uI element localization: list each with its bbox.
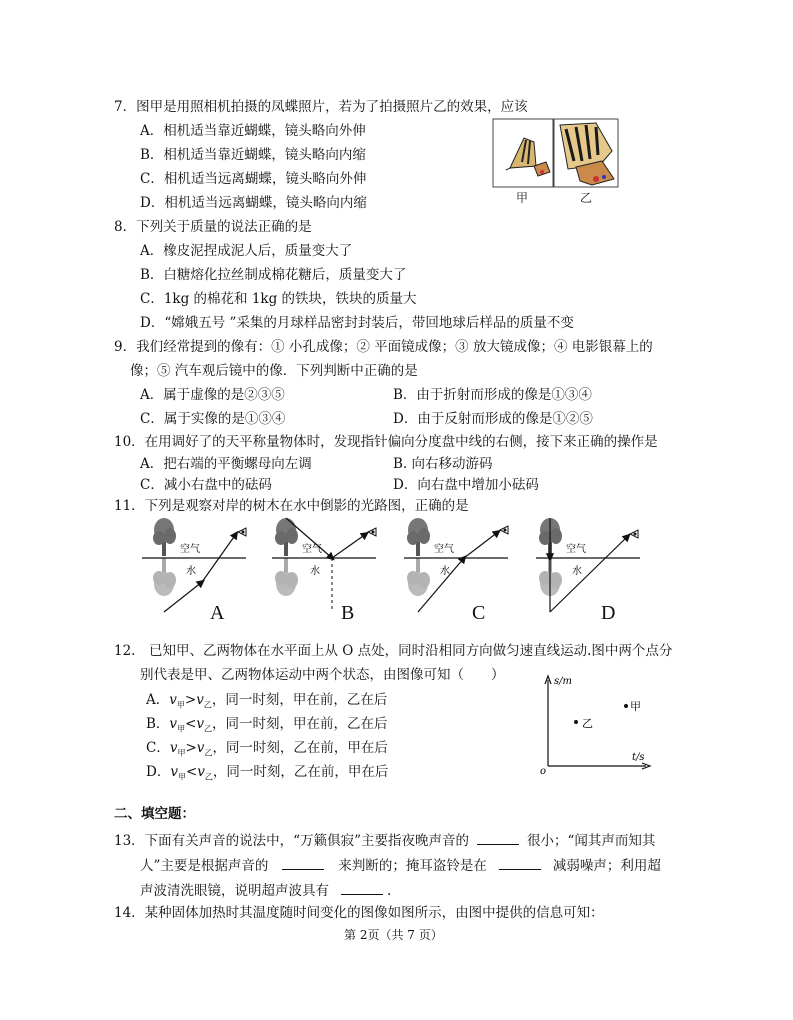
q13-line3: 声波清洗眼镜，说明超声波具有 . xyxy=(140,880,391,900)
q12-stem-line1: 12. 已知甲、乙两物体在水平面上从 O 点处，同时沿相同方向做匀速直线运动.图中两个点分 xyxy=(114,643,673,659)
blank-4 xyxy=(341,880,383,895)
water-label-c: 水 xyxy=(440,566,450,577)
butterfly-figure xyxy=(492,118,620,208)
q7-stem: 7．图甲是用照相机拍摄的凤蝶照片，若为了拍摄照片乙的效果，应该 xyxy=(114,99,528,115)
q7-option-b: B．相机适当靠近蝴蝶，镜头略向内缩 xyxy=(140,147,366,163)
q8-option-c: C．1kg 的棉花和 1kg 的铁块，铁块的质量大 xyxy=(140,291,417,307)
x-axis-label: t/s xyxy=(632,752,645,763)
q11-stem: 11．下列是观察对岸的树木在水中倒影的光路图，正确的是 xyxy=(114,498,469,514)
q14-stem: 14．某种固体加热时其温度随时间变化的图像如图所示，由图中提供的信息可知： xyxy=(114,905,604,921)
section-title: 二、填空题： xyxy=(114,806,195,822)
q8-option-d: D．“嫦娥五号 ”采集的月球样品密封封装后，带回地球后样品的质量不变 xyxy=(140,315,574,331)
q12-option-b: B．$v_甲<v_乙$，同一时刻，甲在前，乙在后 xyxy=(146,716,388,734)
point-jia-label: 甲 xyxy=(630,700,641,713)
fig-label-yi: 乙 xyxy=(580,191,593,205)
q7-option-a: A．相机适当靠近蝴蝶，镜头略向外伸 xyxy=(140,123,366,139)
point-jia xyxy=(624,704,628,708)
diagram-a xyxy=(142,518,246,612)
point-yi xyxy=(574,720,578,724)
q12-stem-line2: 别代表是甲、乙两物体运动中两个状态，由图像可知（ ） xyxy=(140,667,505,683)
q13-line2: 人”主要是根据声音的 来判断的；掩耳盗铃是在 减弱噪声；利用超 xyxy=(140,855,661,875)
water-label-b: 水 xyxy=(310,566,320,577)
q12-option-a: A．$v_甲>v_乙$，同一时刻，甲在前，乙在后 xyxy=(146,692,388,710)
q12-st-graph xyxy=(536,672,656,776)
q9-option-d: D．由于反射而形成的像是①②⑤ xyxy=(393,411,593,427)
q12-option-d: D．$v_甲<v_乙$，同一时刻，乙在前，甲在后 xyxy=(146,764,389,782)
q7-option-d: D．相机适当远离蝴蝶，镜头略向内缩 xyxy=(140,195,367,211)
q9-stem-line1: 9．我们经常提到的像有：① 小孔成像；② 平面镜成像；③ 放大镜成像；④ 电影银幕上的 xyxy=(114,339,653,355)
blank-2 xyxy=(282,855,324,870)
q10-option-a: A．把右端的平衡螺母向左调 xyxy=(140,456,312,472)
q9-option-c: C．属于实像的是①③④ xyxy=(140,411,286,427)
q9-option-b: B．由于折射而形成的像是①③④ xyxy=(393,387,592,403)
q11-label-c: C xyxy=(472,602,486,624)
origin-label: o xyxy=(540,766,547,776)
air-label-b: 空气 xyxy=(302,544,322,555)
blank-1 xyxy=(477,830,519,845)
q11-label-a: A xyxy=(210,602,225,624)
q10-option-c: C．减小右盘中的砝码 xyxy=(140,477,272,493)
diagram-b xyxy=(272,518,376,610)
q13-line1: 13．下面有关声音的说法中，“万籁俱寂”主要指夜晚声音的 很小；“闻其声而知其 xyxy=(114,830,655,850)
y-axis-label: s/m xyxy=(554,676,572,687)
q9-option-a: A．属于虚像的是②③⑤ xyxy=(140,387,285,403)
fig-label-jia: 甲 xyxy=(516,191,529,205)
q10-stem: 10．在用调好了的天平称量物体时，发现指针偏向分度盘中线的右侧，接下来正确的操作是 xyxy=(114,434,658,450)
blank-3 xyxy=(499,855,541,870)
q12-option-c: C．$v_甲>v_乙$，同一时刻，乙在前，甲在后 xyxy=(146,740,388,758)
q7-option-c: C．相机适当远离蝴蝶，镜头略向外伸 xyxy=(140,171,367,187)
q11-label-d: D xyxy=(601,602,616,624)
air-label-c: 空气 xyxy=(434,544,454,555)
page-footer: 第 2页（共 7 页） xyxy=(344,928,443,942)
q10-option-b: B. 向右移动游码 xyxy=(393,456,493,472)
diagram-d xyxy=(536,518,640,612)
q8-option-a: A．橡皮泥捏成泥人后，质量变大了 xyxy=(140,243,353,259)
q8-option-b: B．白糖熔化拉丝制成棉花糖后，质量变大了 xyxy=(140,267,407,283)
water-label-a: 水 xyxy=(186,566,196,577)
q9-stem-line2: 像；⑤ 汽车观后镜中的像．下列判断中正确的是 xyxy=(130,363,418,379)
water-label-d: 水 xyxy=(572,566,582,577)
q8-stem: 8．下列关于质量的说法正确的是 xyxy=(114,219,312,235)
q10-option-d: D．向右盘中增加小砝码 xyxy=(393,477,539,493)
diagram-c xyxy=(404,518,508,612)
air-label-a: 空气 xyxy=(180,544,200,555)
q11-label-b: B xyxy=(341,602,355,624)
point-yi-label: 乙 xyxy=(582,717,593,730)
air-label-d: 空气 xyxy=(566,544,586,555)
